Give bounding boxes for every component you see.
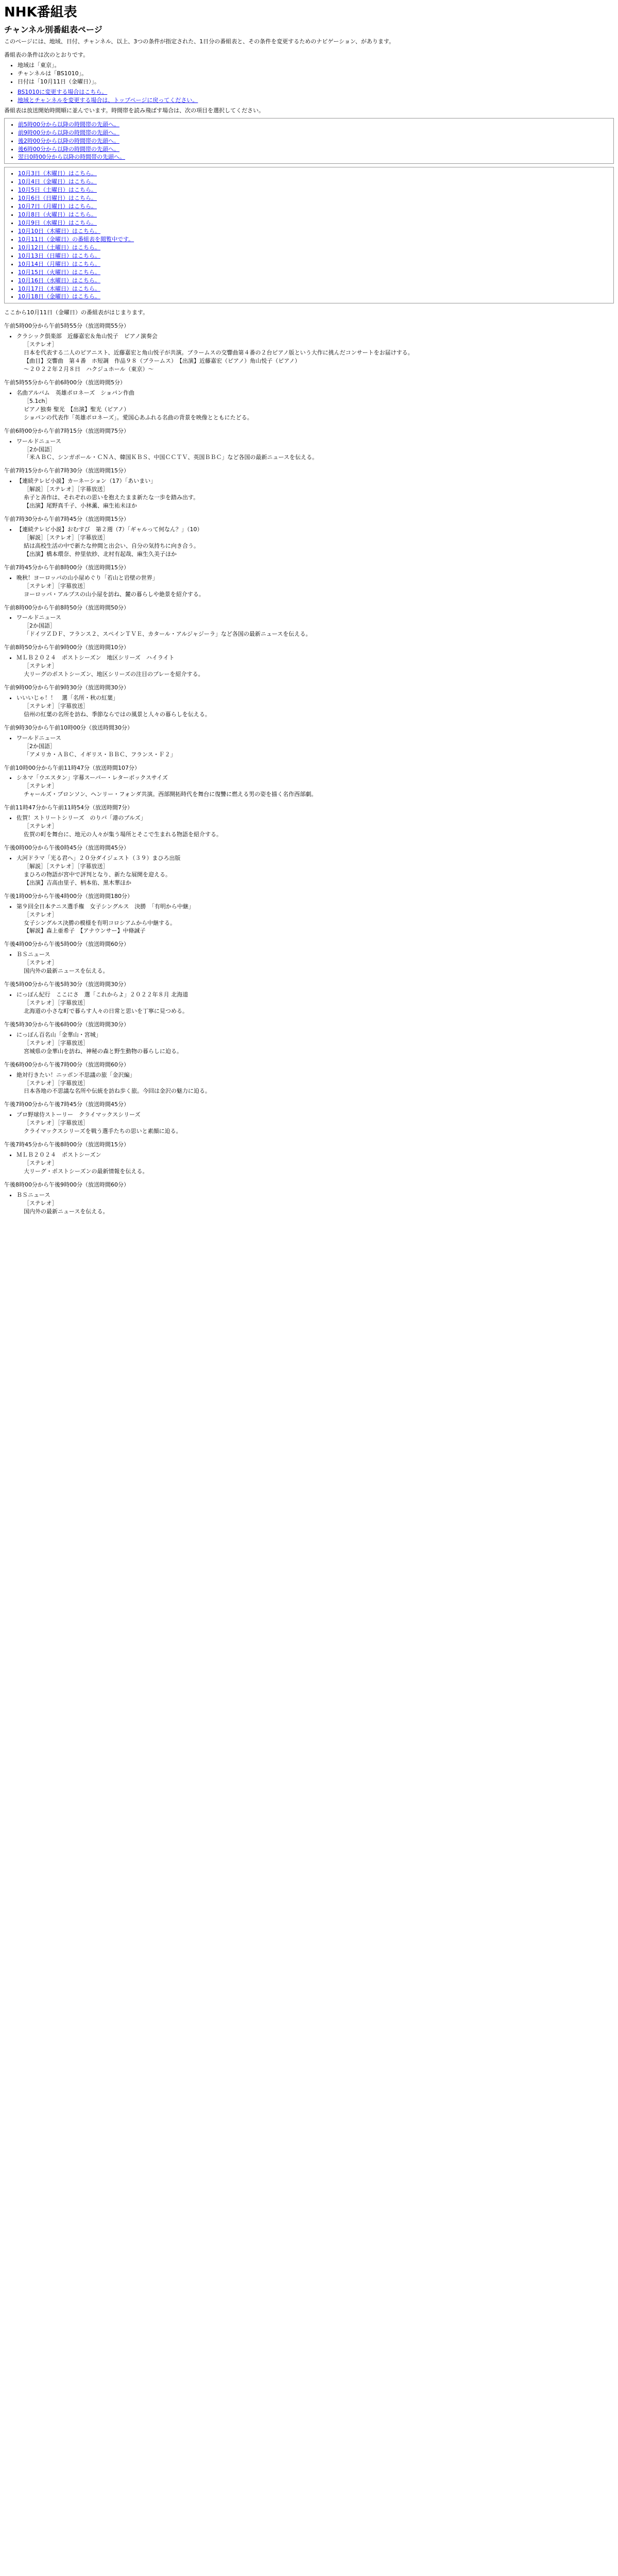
date-item	[18, 244, 609, 252]
program-description: 【出演】尾野真千子、小林薫、麻生祐未ほか	[24, 502, 137, 510]
program-description: ［ステレオ］	[24, 663, 58, 670]
back-to-top-link[interactable]: 地域とチャンネルを変更する場合は、トップページに戻ってください。	[18, 96, 198, 104]
time-jump-item	[18, 145, 609, 154]
program-details	[4, 903, 614, 936]
program-description: ［ステレオ］［字幕放送］	[24, 1039, 89, 1046]
program-time: 午前8時50分から午前9時00分（放送時間10分）	[4, 644, 129, 651]
time-jump-link[interactable]: 前9時00分から以降の時間帯の先頭へ。	[18, 129, 119, 136]
program-description: 信州の紅葉の名所を訪ね、季節ならではの風景と人々の暮らしを伝える。	[24, 710, 211, 718]
program-description: ［2か国語］	[24, 742, 56, 750]
date-list	[9, 170, 609, 301]
page-title: NHK番組表	[4, 5, 77, 20]
program-description: ショパンの代表作「英雄ポロネーズ」。愛国心あふれる名曲の背景を映像とともにたどる。	[24, 414, 253, 421]
program-details	[4, 814, 614, 839]
program-time: 午前8時00分から午前8時50分（放送時間50分）	[4, 604, 129, 611]
date-item	[18, 202, 609, 211]
program-time: 午後6時00分から午後7時00分（放送時間60分）	[4, 1061, 129, 1068]
program-description: ［ステレオ］	[24, 823, 58, 830]
program-description: 国内外の最新ニュースを伝える。	[24, 1208, 109, 1215]
program-item	[4, 892, 614, 936]
program-details	[4, 1031, 614, 1056]
program-details	[4, 694, 614, 719]
date-item	[18, 260, 609, 268]
program-description: 女子シングルス決勝の模様を有明コロシアムから中継する。	[24, 919, 176, 926]
program-description: ［2か国語］	[24, 622, 56, 630]
program-title: • 大河ドラマ「光る君へ」２０分ダイジェスト（３９）まひろ出版	[16, 854, 614, 862]
program-description: 日本を代表する二人のピアニスト、近藤嘉宏と角山悦子が共演。ブラームスの交響曲第４番の２台ピアノ版という大作に挑んだコンサートをお届けする。	[24, 349, 414, 357]
program-description: ［ステレオ］	[24, 911, 58, 918]
program-time: 午前6時00分から午前7時15分（放送時間75分）	[4, 427, 129, 434]
program-title: • 晩秋！ヨーロッパの山小屋めぐり「若山と岩壁の世界」	[16, 574, 614, 582]
program-list	[4, 322, 614, 1215]
program-time: 午前10時00分から午前11時47分（放送時間107分）	[4, 764, 140, 771]
date-link[interactable]: 10月8日（火曜日）はこちら。	[18, 211, 97, 218]
date-link[interactable]: 10月12日（土曜日）はこちら。	[18, 244, 100, 251]
program-description: 北海道の小さな町で暮らす人々の日常と思いを丁寧に見つめる。	[24, 1007, 188, 1014]
time-jump-item	[18, 153, 609, 161]
program-description: 「ドイツＺＤＦ、フランス２、スペインＴＶＥ、カタール・アルジャジーラ」など各国の最新ニュースを伝える。	[24, 631, 312, 638]
date-link[interactable]: 10月5日（土曜日）はこちら。	[18, 187, 97, 194]
program-item	[4, 427, 614, 462]
date-link[interactable]: 10月6日（日曜日）はこちら。	[18, 195, 97, 202]
time-jump-link[interactable]: 後6時00分から以降の時間帯の先頭へ。	[18, 145, 119, 152]
program-description: ピアノ独奏 聖光 【出演】聖光（ピアノ）	[24, 405, 130, 413]
program-description: 宮城県の金華山を訪ね、神秘の森と野生動物の暮らしに迫る。	[24, 1047, 182, 1055]
program-description: ［ステレオ］	[24, 1160, 58, 1166]
time-jump-list	[9, 121, 609, 162]
program-title: • 第９回全日本テニス選手権 女子シングルス 決勝 「有明から中継」	[16, 903, 614, 911]
program-description: 【出演】吉高由里子、柄本佑、黒木華ほか	[24, 879, 131, 886]
time-jump-link[interactable]: 後2時00分から以降の時間帯の先頭へ。	[18, 137, 119, 144]
program-description: ［解説］［ステレオ］［字幕放送］	[24, 486, 109, 493]
program-title: • にっぽん紀行 ここにさ 選「これからよ」２０２２年８月 北海道	[16, 991, 614, 999]
program-time: 午前5時55分から午前6時00分（放送時間5分）	[4, 379, 126, 386]
program-description: ［ステレオ］	[24, 1199, 58, 1207]
program-details	[4, 654, 614, 679]
date-item	[18, 178, 609, 186]
program-description: ［5.1ch］	[24, 397, 51, 404]
program-title: • プロ野球侍ストーリー クライマックスシリーズ	[16, 1111, 614, 1119]
program-details	[4, 1191, 614, 1216]
program-title: • ワールドニュース	[16, 437, 614, 446]
program-title: • ワールドニュース	[16, 734, 614, 742]
date-link[interactable]: 10月15日（火曜日）はこちら。	[18, 268, 100, 276]
program-details	[4, 477, 614, 510]
program-item	[4, 980, 614, 1015]
program-item	[4, 844, 614, 887]
program-details	[4, 389, 614, 422]
program-item	[4, 804, 614, 839]
program-description: ［ステレオ］	[24, 783, 58, 790]
program-description: 大リーグのポストシーズン、地区シリーズの注目のプレーを紹介する。	[24, 671, 204, 678]
time-jump-link[interactable]: 翌日0時00分から以降の時間帯の先頭へ。	[18, 154, 125, 161]
program-item	[4, 1100, 614, 1136]
date-item	[18, 211, 609, 219]
program-time: 午後7時45分から午後8時00分（放送時間15分）	[4, 1141, 129, 1148]
date-link[interactable]: 10月17日（木曜日）はこちら。	[18, 285, 100, 292]
program-title: • 佐賀！ストリートシリーズ のりバ「港のブルズ」	[16, 814, 614, 822]
program-title: • ＢＳニュース	[16, 951, 614, 959]
program-item	[4, 643, 614, 679]
date-item	[18, 186, 609, 194]
date-link[interactable]: 10月11日（金曜日）の番組表を閲覧中です。	[18, 235, 134, 243]
program-title: • ＢＳニュース	[16, 1191, 614, 1199]
program-details	[4, 854, 614, 887]
program-description: ヨーロッパ・アルプスの山小屋を訪ね、麓の暮らしや絶景を紹介する。	[24, 590, 204, 598]
program-details	[4, 1151, 614, 1176]
program-description: 〜２０２２年２月８日 ハクジュホール（東京）〜	[24, 366, 154, 372]
program-details	[4, 614, 614, 638]
date-item	[18, 219, 609, 227]
program-item	[4, 564, 614, 599]
program-time: 午前7時30分から午前7時45分（放送時間15分）	[4, 516, 129, 523]
date-item	[18, 227, 609, 235]
program-item	[4, 764, 614, 799]
program-description: ［ステレオ］［字幕放送］	[24, 999, 89, 1006]
change-channel-link[interactable]: BS1010に変更する場合はこちら。	[18, 88, 108, 95]
program-details	[4, 437, 614, 462]
program-description: 佐賀の町を舞台に、地元の人々が集う場所とそこで生まれる物語を紹介する。	[24, 831, 222, 838]
program-time: 午後7時00分から午後7時45分（放送時間45分）	[4, 1101, 129, 1108]
page-intro: このページには、地域、日付、チャンネル、以上、3つの条件が指定された、1日分の番組表と、その条件を変更するためのナビゲーション、があります。	[4, 38, 395, 45]
program-description: ［ステレオ］	[24, 959, 58, 967]
program-description: 「アメリカ・ＡＢＣ、イギリス・ＢＢＣ、フランス・Ｆ２」	[24, 751, 176, 758]
program-title: • ワールドニュース	[16, 614, 614, 622]
program-item	[4, 322, 614, 374]
condition-region: • 地域は「東京」。	[18, 61, 614, 70]
program-time: 午後1時00分から午後4時00分（放送時間180分）	[4, 892, 133, 900]
program-description: ［解説］［ステレオ］［字幕放送］	[24, 862, 109, 870]
time-jump-item	[18, 129, 609, 137]
program-title: • 【連続テレビ小説】おむすび 第２週（7）「ギャルって何なん？」（10）	[16, 526, 614, 534]
jump-intro: 番組表は放送開始時間順に並んでいます。時間帯を読み飛ばす場合は、次の項目を選択してください。	[4, 107, 265, 114]
date-item	[18, 277, 609, 285]
date-link[interactable]: 10月16日（水曜日）はこちら。	[18, 277, 100, 284]
program-description: 「米ＡＢＣ、シンガポール・ＣＮＡ、韓国ＫＢＳ、中国ＣＣＴＶ、英国ＢＢＣ」など各国の最新ニュースを伝える。	[24, 454, 318, 461]
program-title: • 【連続テレビ小説】カーネーション（17）「あいまい」	[16, 477, 614, 485]
program-description: ［解説］［ステレオ］［字幕放送］	[24, 534, 109, 541]
program-description: 大リーグ・ポストシーズンの最新情報を伝える。	[24, 1167, 148, 1175]
date-item	[18, 170, 609, 178]
program-item	[4, 724, 614, 759]
program-time: 午後0時00分から午後0時45分（放送時間45分）	[4, 844, 129, 851]
program-time: 午前7時45分から午前8時00分（放送時間15分）	[4, 564, 129, 571]
date-link[interactable]: 10月18日（金曜日）はこちら。	[18, 293, 100, 300]
date-link[interactable]: 10月14日（月曜日）はこちら。	[18, 260, 100, 267]
program-time: 午後8時00分から午後9時00分（放送時間60分）	[4, 1181, 129, 1188]
program-time: 午前9時00分から午前9時30分（放送時間30分）	[4, 684, 129, 691]
date-link[interactable]: 10月13日（日曜日）はこちら。	[18, 252, 100, 259]
program-details	[4, 991, 614, 1015]
program-time: 午後5時00分から午後5時30分（放送時間30分）	[4, 981, 129, 988]
program-title: • クラシック倶楽部 近藤嘉宏＆角山悦子 ピアノ演奏会	[16, 332, 614, 341]
program-description: 国内外の最新ニュースを伝える。	[24, 968, 109, 975]
change-links	[4, 88, 614, 105]
date-link[interactable]: 10月7日（月曜日）はこちら。	[18, 203, 97, 210]
program-description: 【出演】橋本環奈、仲里依紗、北村有起哉、麻生久美子ほか	[24, 550, 177, 557]
conditions-list	[4, 61, 614, 86]
program-time: 午後4時00分から午後5時00分（放送時間60分）	[4, 941, 129, 948]
program-description: ［ステレオ］［字幕放送］	[24, 702, 89, 709]
time-jump-link[interactable]: 前5時00分から以降の時間帯の先頭へ。	[18, 121, 119, 128]
date-link[interactable]: 10月10日（木曜日）はこちら。	[18, 227, 100, 234]
program-description: ［2か国語］	[24, 446, 56, 453]
condition-date: • 日付は「10月11日（金曜日）」。	[18, 78, 614, 86]
program-item	[4, 1061, 614, 1096]
program-description: 糸子と善作は、それぞれの思いを抱えたまま新たな一歩を踏み出す。	[24, 494, 199, 501]
program-description: ［ステレオ］［字幕放送］	[24, 1120, 89, 1127]
program-item	[4, 1021, 614, 1056]
program-item	[4, 467, 614, 510]
program-item	[4, 940, 614, 975]
program-item	[4, 515, 614, 558]
program-time: 午前9時30分から午前10時00分（放送時間30分）	[4, 724, 133, 731]
program-title: • いいいじゃ！！ 選「名所・秋の紅葉」	[16, 694, 614, 702]
program-time: 午前11時47分から午前11時54分（放送時間7分）	[4, 804, 133, 811]
program-title: • 絶対行きたい！ニッポン不思議の旅「金沢編」	[16, 1071, 614, 1079]
program-details	[4, 332, 614, 374]
program-description: 結は高校生活の中で新たな仲間と出会い、自分の気持ちに向き合う。	[24, 542, 199, 549]
program-time: 午前7時15分から午前7時30分（放送時間15分）	[4, 467, 129, 474]
date-item	[18, 293, 609, 301]
program-description: ［ステレオ］［字幕放送］	[24, 582, 89, 589]
program-title: • にっぽん百名山「金華山・宮城」	[16, 1031, 614, 1039]
program-details	[4, 734, 614, 759]
date-item	[18, 285, 609, 293]
date-nav	[4, 167, 614, 303]
time-jump-item	[18, 137, 609, 145]
program-details	[4, 526, 614, 558]
conditions-section	[4, 51, 614, 105]
date-item	[18, 252, 609, 260]
program-item	[4, 379, 614, 422]
program-title: • ＭＬＢ２０２４ ポストシーズン 地区シリーズ ハイライト	[16, 654, 614, 662]
program-details	[4, 574, 614, 599]
conditions-label: 番組表の条件は次のとおりです。	[4, 52, 89, 59]
date-link[interactable]: 10月3日（木曜日）はこちら。	[18, 170, 97, 177]
time-jump-nav	[4, 118, 614, 164]
program-details	[4, 774, 614, 799]
program-item	[4, 1141, 614, 1176]
program-description: クライマックスシリーズを戦う選手たちの思いと素顔に迫る。	[24, 1128, 182, 1135]
program-details	[4, 951, 614, 975]
date-link[interactable]: 10月4日（金曜日）はこちら。	[18, 178, 97, 185]
program-description: 【曲目】交響曲 第４番 ホ短調 作品９８（ブラームス） 【出演】近藤嘉宏（ピアノ）角山悦子（ピアノ）	[24, 358, 301, 365]
program-description: ［ステレオ］	[24, 341, 58, 348]
program-time: 午後5時30分から午後6時00分（放送時間30分）	[4, 1021, 129, 1028]
program-item	[4, 1181, 614, 1216]
program-title: • ＭＬＢ２０２４ ポストシーズン	[16, 1151, 614, 1159]
program-description: まひろの物語が宮中で評判となり、新たな展開を迎える。	[24, 871, 171, 878]
program-item	[4, 684, 614, 719]
program-description: ［ステレオ］［字幕放送］	[24, 1079, 89, 1087]
program-details	[4, 1071, 614, 1096]
program-item	[4, 604, 614, 639]
program-description: チャールズ・ブロンソン、ヘンリー・フォンダ共演。西部開拓時代を舞台に復讐に燃える男の姿を描く名作西部劇。	[24, 791, 317, 798]
program-title: • 名曲アルバム 英雄ポロネーズ ショパン作曲	[16, 389, 614, 397]
condition-channel: • チャンネルは「BS1010」。	[18, 70, 614, 78]
date-item	[18, 194, 609, 202]
program-title: • シネマ「ウエスタン」字幕スーパー・レターボックスサイズ	[16, 774, 614, 782]
program-description: 【解説】森上亜希子 【アナウンサー】中條誠子	[24, 927, 146, 935]
date-link[interactable]: 10月9日（水曜日）はこちら。	[18, 219, 97, 226]
page-subtitle: チャンネル別番組表ページ	[4, 25, 102, 35]
program-time: 午前5時00分から午前5時55分（放送時間55分）	[4, 323, 129, 330]
program-details	[4, 1111, 614, 1136]
program-description: 日本各地の不思議な名所や伝統を訪ね歩く旅。今回は金沢の魅力に迫る。	[24, 1088, 211, 1095]
date-item	[18, 268, 609, 277]
date-item	[18, 235, 609, 244]
list-start: ここから10月11日（金曜日）の番組表がはじまります。	[4, 309, 149, 316]
time-jump-item	[18, 121, 609, 129]
